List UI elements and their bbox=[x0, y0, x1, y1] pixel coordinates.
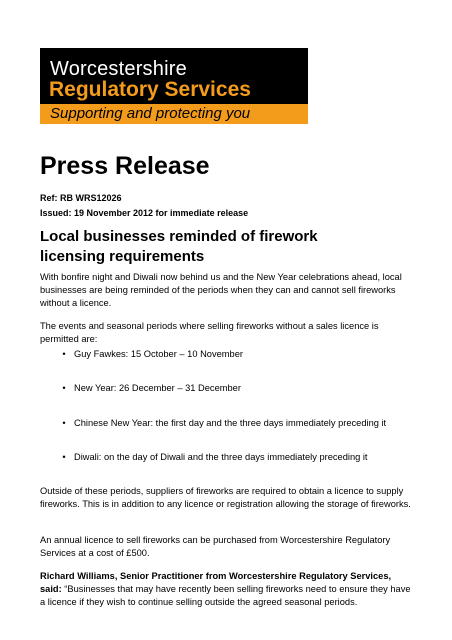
organisation-logo bbox=[40, 48, 308, 124]
logo-line-regulatory-services: Regulatory Services bbox=[49, 78, 251, 101]
list-item-text: New Year: 26 December – 31 December bbox=[74, 383, 241, 393]
logo-line-worcestershire: Worcestershire bbox=[50, 58, 187, 80]
page-title: Press Release bbox=[40, 152, 210, 180]
logo-orange-band bbox=[40, 104, 308, 124]
list-item bbox=[40, 348, 414, 361]
issued-line: Issued: 19 November 2012 for immediate release bbox=[40, 208, 249, 218]
paragraph-licence-requirement: Outside of these periods, suppliers of fireworks are required to obtain a licence to supply fireworks. This is in addition to any licence or registration allowing the storage of fireworks. bbox=[40, 486, 411, 509]
list-item bbox=[40, 382, 414, 395]
list-item-text: Diwali: on the day of Diwali and the three days immediately preceding it bbox=[74, 452, 368, 462]
list-item bbox=[40, 417, 414, 430]
reference-line: Ref: RB WRS12026 bbox=[40, 193, 122, 203]
bullet-icon: • bbox=[62, 383, 66, 393]
quote-text: “Businesses that may have recently been selling fireworks need to ensure they have a licence if they wish to continue selling outside the agreed seasonal periods. bbox=[40, 584, 411, 607]
quote-speaker: Richard Williams, Senior Practitioner from Worcestershire Regulatory Services, said: bbox=[40, 571, 392, 594]
bullet-icon: • bbox=[62, 418, 66, 428]
paragraph-quote bbox=[40, 570, 414, 609]
list-item-text: Chinese New Year: the first day and the three days immediately preceding it bbox=[74, 418, 387, 428]
paragraph-licence-cost: An annual licence to sell fireworks can be purchased from Worcestershire Regulatory Services at a cost of £500. bbox=[40, 535, 391, 558]
list-item-text: Guy Fawkes: 15 October – 10 November bbox=[74, 349, 243, 359]
bullet-icon: • bbox=[62, 349, 66, 359]
logo-tagline: Supporting and protecting you bbox=[50, 105, 251, 122]
logo-black-band bbox=[40, 48, 308, 104]
paragraph-periods-intro: The events and seasonal periods where selling fireworks without a sales licence is permitted are: bbox=[40, 321, 379, 344]
list-item bbox=[40, 451, 414, 464]
headline: Local businesses reminded of firework licensing requirements bbox=[40, 228, 318, 265]
bullet-icon: • bbox=[62, 452, 66, 462]
paragraph-intro: With bonfire night and Diwali now behind us and the New Year celebrations ahead, local businesses are being reminded of the periods when they can and cannot sell fireworks without a licence. bbox=[40, 272, 402, 308]
